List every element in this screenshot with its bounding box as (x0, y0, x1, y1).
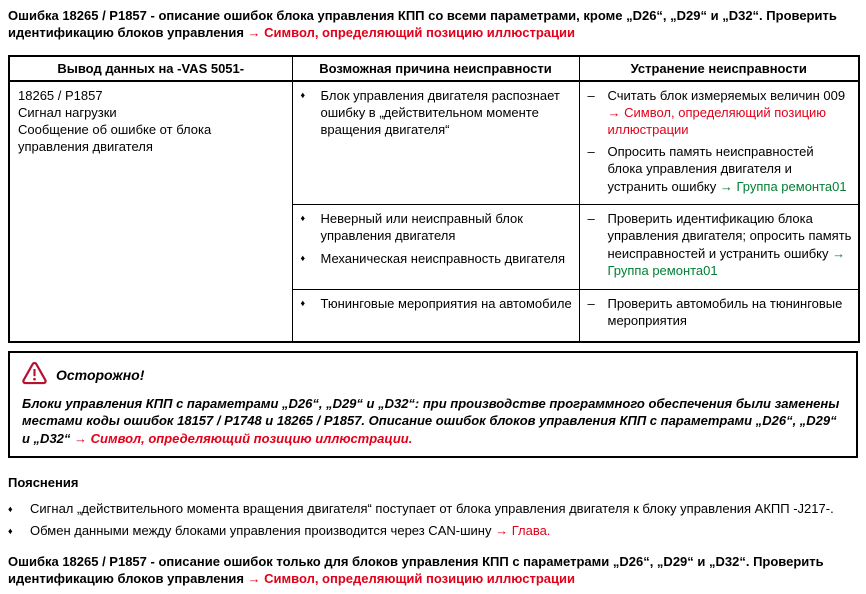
list-item (301, 210, 573, 244)
remedy-text: Проверить автомобиль на тюнинговые мероприятия (607, 296, 843, 329)
remedy-cell (579, 205, 859, 290)
remedy-cell (579, 81, 859, 205)
notes-heading: Пояснения (8, 475, 79, 491)
bullet-diamond-icon: ♦ (300, 252, 306, 263)
fault-code: 18265 / P1857 (18, 87, 103, 103)
illustration-link[interactable]: → Символ, определяющий позицию иллюстрации (607, 104, 827, 138)
cause-text: Неверный или неисправный блок управления двигателя (320, 211, 523, 244)
column-header-data-output: Вывод данных на -VAS 5051- (9, 56, 292, 81)
intro-illustration-link[interactable]: → Символ, определяющий позицию иллюстрации (247, 24, 575, 40)
chapter-link[interactable]: → Глава. (495, 523, 551, 539)
warning-illustration-link[interactable]: → Символ, определяющий позицию иллюстрации. (74, 430, 413, 446)
bullet-diamond-icon: ♦ (300, 213, 306, 224)
bullet-diamond-icon: ♦ (8, 526, 13, 537)
list-item (301, 295, 573, 312)
fault-table (8, 55, 860, 343)
remedy-text: Считать блок измеряемых величин 009 → Символ, определяющий позицию иллюстрации (607, 87, 846, 138)
outro-paragraph (8, 554, 858, 588)
list-item (588, 210, 853, 279)
table-row (9, 81, 859, 205)
fault-signal: Сигнал нагрузки (18, 104, 117, 120)
column-header-remedy: Устранение неисправности (579, 56, 859, 81)
remedy-text: Проверить идентификацию блока управления двигателя; опросить память неисправностей и устранить ошибку → Группа ремонта01 (607, 211, 852, 278)
cause-text: Механическая неисправность двигателя (320, 250, 566, 266)
list-item (588, 143, 853, 194)
list-item (588, 87, 853, 138)
bullet-diamond-icon: ♦ (8, 504, 13, 515)
list-item (301, 87, 573, 138)
list-item (8, 501, 858, 516)
warning-title: Осторожно! (56, 366, 145, 383)
list-item (301, 250, 573, 267)
warning-box (8, 351, 858, 459)
cause-text: Блок управления двигателя распознает ошибку в „действительном моменте вращения двигателя“ (320, 87, 560, 138)
cause-cell (292, 290, 579, 342)
repair-group-link[interactable]: → Группа ремонта01 (607, 245, 846, 278)
warning-text: Блоки управления КПП с параметрами „D26“, „D29“ и „D32“: при производстве программного обеспечения были заменены местами коды ошибок 18157 / P1748 и 18265 / P1857. Описание ошибок блоков управления КПП с параметрами „D26“, „D29“ и „D32“ → Символ, определяющий позицию иллюстрации. (22, 395, 840, 446)
dash-icon: – (587, 211, 595, 227)
dash-icon: – (587, 144, 595, 160)
remedy-cell (579, 290, 859, 342)
dash-icon: – (587, 87, 595, 103)
dash-icon: – (587, 296, 595, 312)
repair-group-link[interactable]: → Группа ремонта01 (719, 178, 847, 194)
fault-description: Сообщение об ошибке от блока управления двигателя (18, 122, 212, 155)
fault-display-cell (9, 81, 292, 342)
list-item (8, 523, 858, 538)
list-item (588, 295, 853, 329)
bullet-diamond-icon: ♦ (300, 298, 306, 309)
intro-text: Ошибка 18265 / P1857 - описание ошибок блока управления КПП со всеми параметрами, кроме „D26“, „D29“ и „D32“. Проверить идентификацию блоков управления (8, 8, 837, 40)
intro-paragraph (8, 8, 858, 42)
cause-cell (292, 205, 579, 290)
note-text: Сигнал „действительного момента вращения двигателя“ поступает от блока управления двигателя к блоку управления АКПП -J217-. (30, 501, 834, 517)
notes-list (8, 501, 858, 538)
outro-illustration-link[interactable]: → Символ, определяющий позицию иллюстрации (247, 571, 575, 587)
cause-cell (292, 81, 579, 205)
bullet-diamond-icon: ♦ (300, 89, 306, 100)
table-header-row (9, 56, 859, 81)
cause-text: Тюнинговые мероприятия на автомобиле (320, 296, 572, 312)
note-text: Обмен данными между блоками управления производится через CAN-шину → Глава. (30, 523, 551, 539)
column-header-possible-cause: Возможная причина неисправности (292, 56, 579, 81)
warning-triangle-icon (22, 362, 56, 388)
outro-text: Ошибка 18265 / P1857 - описание ошибок только для блоков управления КПП с параметрами „D26“, „D29“ и „D32“. Проверить идентификацию блоков управления (8, 554, 824, 587)
warning-header (22, 362, 844, 388)
remedy-text: Опросить память неисправностей блока управления двигателя и устранить ошибку → Группа ремонта01 (607, 144, 847, 194)
